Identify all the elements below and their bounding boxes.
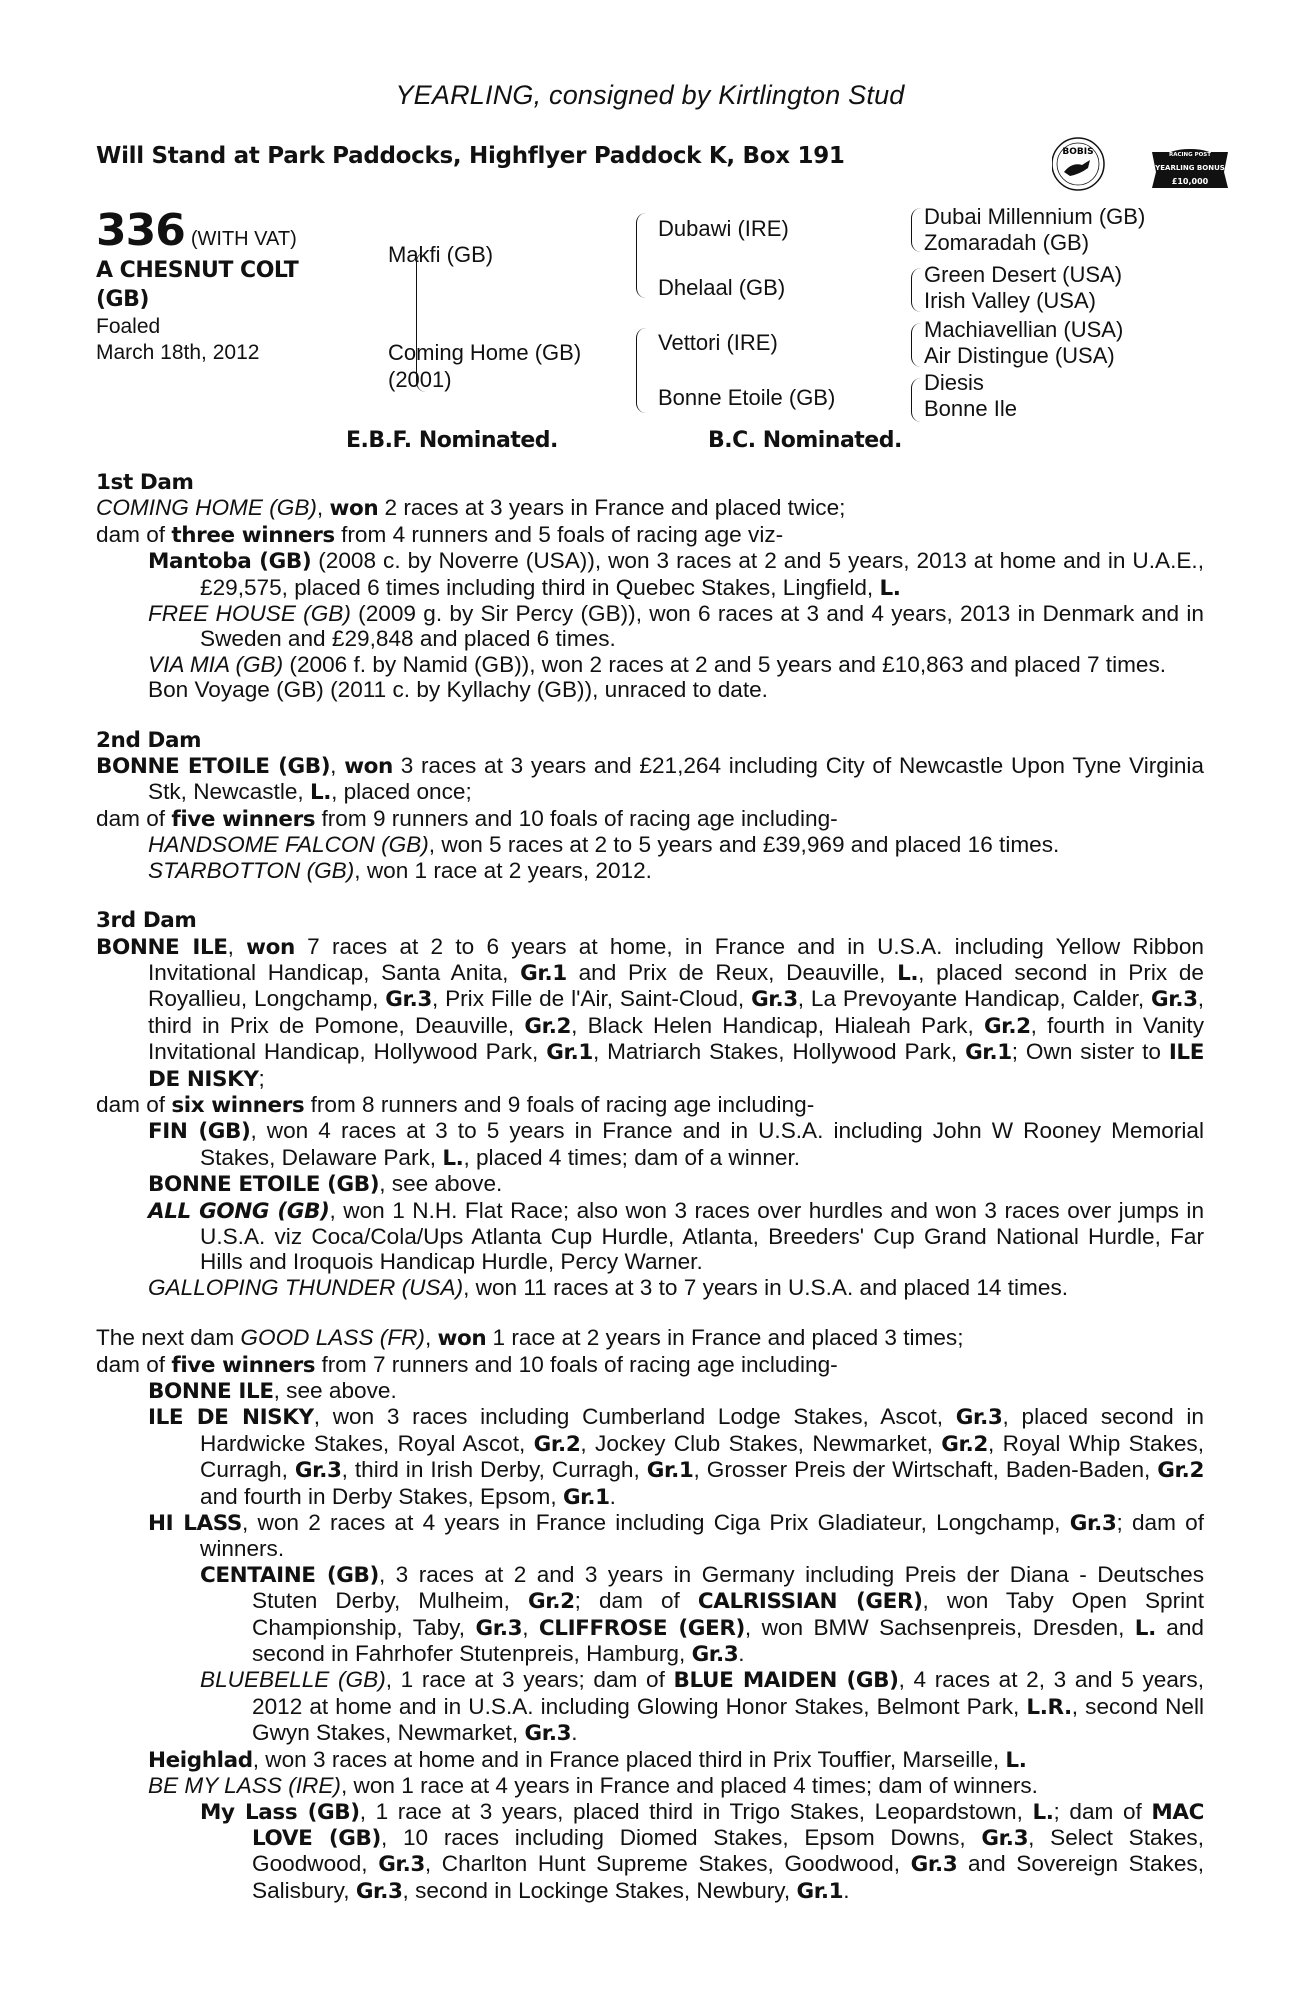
bonus-logo-amount: £10,000 (1171, 177, 1209, 186)
sire-dam-sire: Green Desert (USA) (924, 262, 1123, 287)
sire-sire-sire: Dubai Millennium (GB) (924, 204, 1146, 229)
progeny-via-mia: VIA MIA (GB) (2006 f. by Namid (GB)), won 2 races at 2 and 5 years and £10,863 and placed 7 times. (148, 651, 1167, 677)
brace-gp1 (911, 208, 922, 252)
progeny-bluebelle: BLUEBELLE (GB), 1 race at 3 years; dam of BLUE MAIDEN (GB), 4 races at 2, 3 and 5 years, 2012 at home and in U.S.A. including Glowing Honor Stakes, Belmont Park, L.R., second Nell Gwyn Stakes, Newmarket, Gr.3. (200, 1667, 1204, 1747)
third-dam-progeny: dam of six winners from 8 runners and 9 foals of racing age including- (96, 1091, 815, 1118)
foaled-date: March 18th, 2012 (96, 341, 260, 364)
progeny-galloping-thunder: GALLOPING THUNDER (USA), won 11 races at 3 to 7 years in U.S.A. and placed 14 times. (148, 1274, 1069, 1300)
brace-gp2 (911, 268, 922, 312)
dam-sire-dam: Air Distingue (USA) (924, 343, 1115, 368)
lot-number: 336 (96, 205, 185, 256)
foaled-label: Foaled (96, 315, 161, 338)
next-dam-line: The next dam GOOD LASS (FR), won 1 race at 2 years in France and placed 3 times; (96, 1325, 964, 1352)
bobis-logo (1052, 138, 1104, 190)
first-dam-line: COMING HOME (GB), won 2 races at 3 years in France and placed twice; (96, 495, 846, 522)
progeny-centaine: CENTAINE (GB), 3 races at 2 and 3 years in Germany including Preis der Diana - Deutsches Stuten Derby, Mulheim, Gr.2; dam of CALRISSIAN (GER), won Taby Open Sprint Championship, Taby, Gr.3, CLIFFROSE (GER), won BMW Sachsenpreis, Dresden, L. and second in Fahrhofer Stutenpreis, Hamburg, Gr.3. (200, 1561, 1205, 1668)
progeny-all-gong: ALL GONG (GB), won 1 N.H. Flat Race; also won 3 races over hurdles and won 3 races over jumps in U.S.A. viz Coca/Cola/Ups Atlanta Cup Hurdle, Atlanta, Breeders' Cup Grand National Hurdle, Far Hills and Iroquois Handicap Hurdle, Percy Warner. (148, 1197, 1205, 1275)
second-dam-line: BONNE ETOILE (GB), won 3 races at 3 years and £21,264 including City of Newcastle Upon Tyne Virginia Stk, Newcastle, L., placed once; (96, 753, 1204, 806)
progeny-bon-voyage: Bon Voyage (GB) (2011 c. by Kyllachy (GB)), unraced to date. (148, 677, 768, 703)
bonus-logo-mid: YEARLING BONUS (1155, 164, 1225, 172)
progeny-handsome-falcon: HANDSOME FALCON (GB), won 5 races at 2 to 5 years and £39,969 and placed 16 times. (148, 832, 1060, 858)
sire: Makfi (GB) (388, 242, 494, 267)
produce-record (96, 470, 1204, 1904)
scheme-logos (1052, 132, 1232, 202)
second-dam-progeny: dam of five winners from 9 runners and 10 foals of racing age including- (96, 805, 838, 832)
dam-sire: Vettori (IRE) (658, 330, 778, 355)
progeny-free-house: FREE HOUSE (GB) (2009 g. by Sir Percy (GB)), won 6 races at 3 and 4 years, 2013 in Denmark and in Sweden and £29,848 and placed 6 times. (148, 601, 1204, 652)
sire-sire-dam: Zomaradah (GB) (924, 230, 1090, 255)
progeny-bonne-ile: BONNE ILE, see above. (148, 1378, 397, 1404)
progeny-heighlad: Heighlad, won 3 races at home and in France placed third in Prix Touffier, Marseille, L. (148, 1746, 1027, 1773)
dam-year: (2001) (388, 367, 452, 392)
lot-details (96, 205, 298, 366)
sire-sire: Dubawi (IRE) (658, 216, 789, 241)
consignor-title: YEARLING, consigned by Kirtlington Stud (395, 80, 905, 110)
bonus-logo-top: RACING POST (1168, 152, 1212, 158)
dam: Coming Home (GB) (388, 340, 582, 365)
ebf-nominated: E.B.F. Nominated. (346, 428, 558, 453)
lot-description-2: (GB) (96, 287, 149, 312)
lot-description-1: A CHESNUT COLT (96, 258, 299, 283)
third-dam-line: BONNE ILE, won 7 races at 2 to 6 years at home, in France and in U.S.A. including Yellow Ribbon Invitational Handicap, Santa Anita, Gr.1 and Prix de Reux, Deauville, L., placed second in Prix de Royallieu, Longchamp, Gr.3, Prix Fille de l'Air, Saint-Cloud, Gr.3, La Prevoyante Handicap, Calder, Gr.3, third in Prix de Pomone, Deauville, Gr.2, Black Helen Handicap, Hialeah Park, Gr.2, fourth in Vanity Invitational Handicap, Hollywood Park, Gr.1, Matriarch Stakes, Hollywood Park, Gr.1; Own sister to ILE DE NISKY; (96, 933, 1205, 1092)
progeny-be-my-lass: BE MY LASS (IRE), won 1 race at 4 years in France and placed 4 times; dam of winners. (148, 1773, 1038, 1799)
progeny-fin: FIN (GB), won 4 races at 3 to 5 years in France and in U.S.A. including John W Rooney Memorial Stakes, Delaware Park, L., placed 4 times; dam of a winner. (148, 1118, 1204, 1171)
next-dam-progeny: dam of five winners from 7 runners and 10 foals of racing age including- (96, 1351, 838, 1378)
brace-gp3 (911, 323, 922, 367)
progeny-hi-lass: HI LASS, won 2 races at 4 years in France including Ciga Prix Gladiateur, Longchamp, Gr.3; dam of winners. (148, 1510, 1204, 1562)
stand-location: Will Stand at Park Paddocks, Highflyer Paddock K, Box 191 (96, 143, 845, 169)
brace-gp4 (911, 378, 922, 422)
brace-sire-parents (636, 213, 647, 298)
progeny-mantoba: Mantoba (GB) (2008 c. by Noverre (USA)), won 3 races at 2 and 5 years, 2013 at home and in U.A.E., £29,575, placed 6 times including third in Quebec Stakes, Lingfield, L. (148, 548, 1204, 601)
brace-dam-parents (636, 328, 647, 413)
first-dam-progeny: dam of three winners from 4 runners and 5 foals of racing age viz- (96, 521, 784, 548)
sire-dam-dam: Irish Valley (USA) (924, 288, 1096, 313)
progeny-bonne-etoile: BONNE ETOILE (GB), see above. (148, 1171, 503, 1198)
lot-vat: (WITH VAT) (190, 228, 297, 250)
bobis-logo-text: BOBIS (1062, 147, 1094, 157)
bc-nominated: B.C. Nominated. (708, 428, 902, 453)
second-dam-heading: 2nd Dam (96, 727, 202, 753)
progeny-ile-de-nisky: ILE DE NISKY, won 3 races including Cumberland Lodge Stakes, Ascot, Gr.3, placed second in Hardwicke Stakes, Royal Ascot, Gr.2, Jockey Club Stakes, Newmarket, Gr.2, Royal Whip Stakes, Curragh, Gr.3, third in Irish Derby, Curragh, Gr.1, Grosser Preis der Wirtschaft, Baden-Baden, Gr.2 and fourth in Derby Stakes, Epsom, Gr.1. (148, 1404, 1205, 1510)
dam-dam-dam: Bonne Ile (924, 396, 1017, 421)
dam-dam-sire: Diesis (924, 370, 984, 395)
first-dam-heading: 1st Dam (96, 470, 194, 495)
dam-dam: Bonne Etoile (GB) (658, 385, 836, 410)
sire-dam: Dhelaal (GB) (658, 275, 786, 300)
progeny-starbotton: STARBOTTON (GB), won 1 race at 2 years, 2012. (148, 857, 652, 883)
progeny-my-lass: My Lass (GB), 1 race at 3 years, placed third in Trigo Stakes, Leopardstown, L.; dam of MAC LOVE (GB), 10 races including Diomed Stakes, Epsom Downs, Gr.3, Select Stakes, Goodwood, Gr.3, Charlton Hunt Supreme Stakes, Goodwood, Gr.3 and Sovereign Stakes, Salisbury, Gr.3, second in Lockinge Stakes, Newbury, Gr.1. (200, 1798, 1205, 1904)
third-dam-heading: 3rd Dam (96, 908, 197, 934)
dam-sire-sire: Machiavellian (USA) (924, 317, 1124, 342)
yearling-bonus-logo (1152, 149, 1228, 188)
